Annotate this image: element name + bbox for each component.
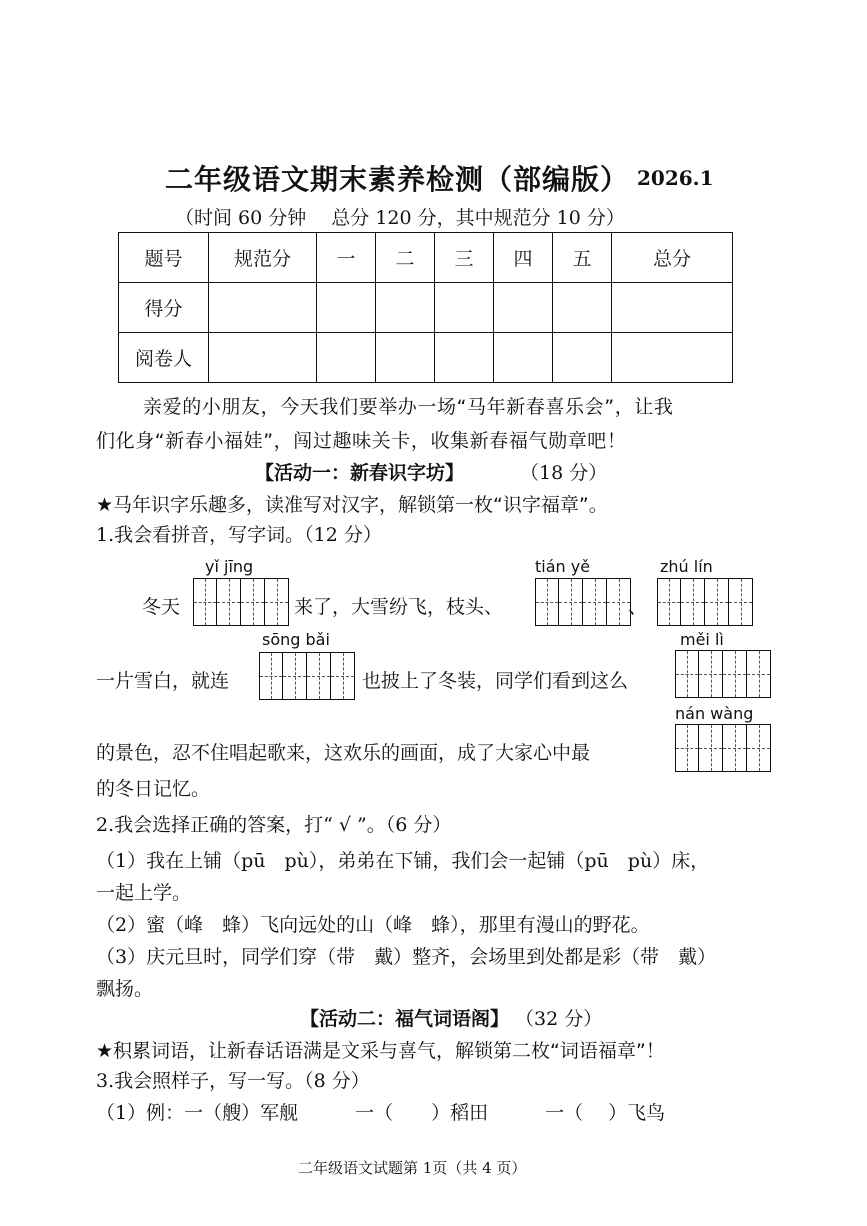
table-header-cell: 规范分: [209, 233, 317, 283]
score-cell[interactable]: [376, 283, 435, 333]
table-header-cell: 总分: [612, 233, 733, 283]
passage-text: 来了，大雪纷飞，枝头、: [294, 596, 504, 618]
exam-date: 2026.1: [637, 166, 714, 190]
question-2-item[interactable]: （3）庆元旦时，同学们穿（带 戴）整齐，会场里到处都是彩（带 戴）: [96, 946, 717, 968]
passage-text: 冬天: [142, 596, 181, 618]
grader-cell[interactable]: [553, 333, 612, 383]
table-header-cell: 题号: [119, 233, 209, 283]
pinyin-label: měi lì: [680, 630, 724, 649]
passage-text: 也披上了冬装，同学们看到这么: [362, 670, 629, 692]
table-header-cell: 一: [317, 233, 376, 283]
score-cell[interactable]: [435, 283, 494, 333]
table-row-label: 阅卷人: [119, 333, 209, 383]
activity2-heading: 【活动二：福气词语阁】: [300, 1008, 510, 1030]
writing-boxes-meili[interactable]: [675, 650, 771, 698]
score-cell[interactable]: [612, 283, 733, 333]
activity2-score: （32 分）: [515, 1008, 603, 1030]
table-header-cell: 四: [494, 233, 553, 283]
grader-cell[interactable]: [435, 333, 494, 383]
activity2-instruction: ★积累词语，让新春话语满是文采与喜气，解锁第二枚“词语福章”！: [96, 1040, 665, 1062]
score-cell[interactable]: [494, 283, 553, 333]
writing-boxes-tianye[interactable]: [535, 578, 631, 626]
table-header-cell: 二: [376, 233, 435, 283]
passage-text: 、: [628, 596, 648, 618]
exam-subtitle: （时间 60 分钟 总分 120 分，其中规范分 10 分）: [175, 207, 625, 229]
intro-line: 亲爱的小朋友，今天我们要举办一场“马年新春喜乐会”，让我: [143, 396, 674, 418]
question-3-item[interactable]: （1）例：一（艘）军舰 一（ ）稻田 一（ ）飞鸟: [96, 1102, 666, 1124]
question-2: 2.我会选择正确的答案，打“ √ ”。（6 分）: [96, 814, 452, 836]
grader-cell[interactable]: [209, 333, 317, 383]
writing-boxes-zhulin[interactable]: [657, 578, 753, 626]
table-row: [119, 283, 733, 333]
pinyin-label: nán wàng: [675, 704, 754, 723]
writing-boxes-nanwang[interactable]: [675, 724, 771, 772]
intro-line: 们化身“新春小福娃”，闯过趣味关卡，收集新春福气勋章吧！: [96, 430, 627, 452]
table-row-label: 得分: [119, 283, 209, 333]
grader-cell[interactable]: [376, 333, 435, 383]
page-footer: 二年级语文试题第 1页（共 4 页）: [298, 1159, 527, 1177]
activity1-heading: 【活动一：新春识字坊】: [255, 462, 465, 484]
question-2-item[interactable]: （2）蜜（峰 蜂）飞向远处的山（峰 蜂），那里有漫山的野花。: [96, 914, 650, 936]
pinyin-label: tián yě: [535, 557, 591, 576]
score-cell[interactable]: [553, 283, 612, 333]
activity1-instruction: ★马年识字乐趣多，读准写对汉字，解锁第一枚“识字福章”。: [96, 494, 608, 516]
question-3: 3.我会照样子，写一写。（8 分）: [96, 1070, 370, 1092]
writing-boxes-yijing[interactable]: [193, 578, 289, 626]
score-cell[interactable]: [317, 283, 376, 333]
score-table: [118, 232, 733, 383]
grader-cell[interactable]: [317, 333, 376, 383]
question-1: 1.我会看拼音，写字词。（12 分）: [96, 524, 382, 546]
passage-text: 的冬日记忆。: [96, 778, 211, 800]
pinyin-label: sōng bǎi: [262, 630, 330, 649]
grader-cell[interactable]: [494, 333, 553, 383]
page-title: 二年级语文期末素养检测（部编版）: [165, 163, 630, 196]
writing-boxes-songbai[interactable]: [259, 652, 355, 700]
question-2-item: 飘扬。: [96, 978, 154, 1000]
table-header-cell: 三: [435, 233, 494, 283]
activity1-score: （18 分）: [520, 462, 608, 484]
grader-cell[interactable]: [612, 333, 733, 383]
table-header-cell: 五: [553, 233, 612, 283]
question-2-item[interactable]: （1）我在上铺（pū pù），弟弟在下铺，我们会一起铺（pū pù）床，: [96, 850, 710, 872]
question-2-item: 一起上学。: [96, 882, 192, 904]
passage-text: 的景色，忍不住唱起歌来，这欢乐的画面，成了大家心中最: [96, 742, 591, 764]
table-row: [119, 333, 733, 383]
score-cell[interactable]: [209, 283, 317, 333]
pinyin-label: yǐ jīng: [205, 557, 254, 576]
passage-text: 一片雪白，就连: [96, 670, 230, 692]
pinyin-label: zhú lín: [660, 557, 713, 576]
score-table-header-row: [119, 233, 733, 283]
